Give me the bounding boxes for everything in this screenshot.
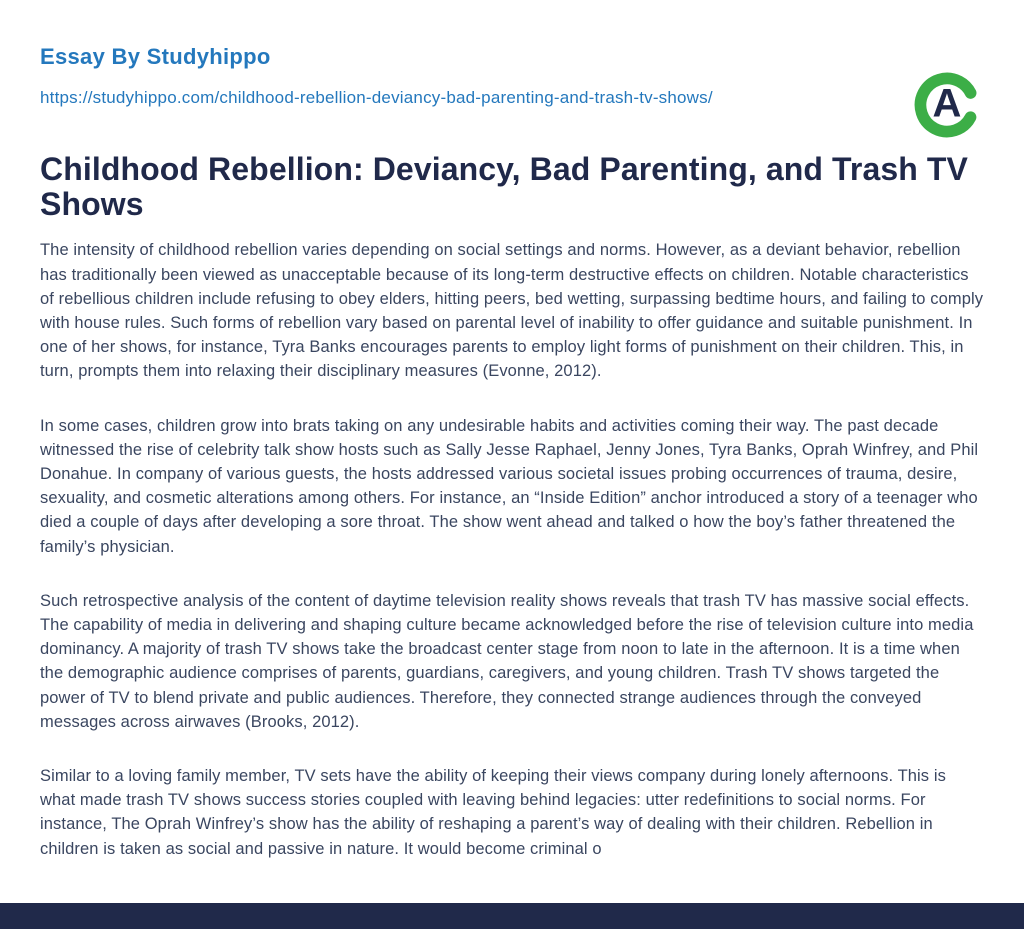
article-paragraph: Similar to a loving family member, TV sets have the ability of keeping their views company during lonely afternoons. This is what made trash TV shows success stories coupled with leaving behind legacies: utter redefinitions to social norms. For instance, The Oprah Winfrey’s show has the ability of reshaping a parent’s way of dealing with their children. Rebellion in children is taken as social and passive in nature. It would become criminal o <box>40 767 946 858</box>
article-paragraph: In some cases, children grow into brats taking on any undesirable habits and activities coming their way. The past decade witnessed the rise of celebrity talk show hosts such as Sally Jesse Raphael, Jenny Jones, Tyra Banks, Oprah Winfrey, and Phil Donahue. In company of various guests, the hosts addressed various societal issues probing occurrences of trauma, desire, sexuality, and cosmetic alterations among others. For instance, an “Inside Edition” anchor introduced a story of a teenager who died a couple of days after developing a sore throat. The show went ahead and talked o how the boy’s father threatened the family’s physician. <box>40 416 979 556</box>
logo-letter-a: A <box>932 81 962 126</box>
article-paragraph: The intensity of childhood rebellion varies depending on social settings and norms. However, as a deviant behavior, rebellion has traditionally been viewed as unacceptable because of its long-term destructive effects on children. Notable characteristics of rebellious children include refusing to obey elders, hitting peers, bed wetting, surpassing bedtime hours, and failing to comply with house rules. Such forms of rebellion vary based on parental level of inability to offer guidance and suitable punishment. In one of her shows, for instance, Tyra Banks encourages parents to employ light forms of punishment on their children. This, in turn, prompts them into relaxing their disciplinary measures (Evonne, 2012). <box>40 241 984 381</box>
site-label: Essay By Studyhippo <box>40 44 271 69</box>
article-paragraph: Such retrospective analysis of the content of daytime television reality shows reveals that trash TV has massive social effects. The capability of media in delivering and shaping culture became acknowledged before the rise of television culture into media dominancy. A majority of trash TV shows take the broadcast center stage from noon to late in the afternoon. It is a time when the demographic audience comprises of parents, guardians, caregivers, and young children. Trash TV shows targeted the power of TV to blend private and public audiences. Therefore, they connected strange audiences through the conveyed messages across airwaves (Brooks, 2012). <box>40 591 974 731</box>
page-title: Childhood Rebellion: Deviancy, Bad Parenting, and Trash TV Shows <box>40 151 969 223</box>
footer-bar <box>0 903 1024 929</box>
studyhippo-logo <box>908 66 986 144</box>
essay-page <box>0 44 1024 861</box>
article-body <box>40 238 984 860</box>
page-url-link[interactable]: https://studyhippo.com/childhood-rebellion-deviancy-bad-parenting-and-trash-tv-shows/ <box>40 88 713 107</box>
